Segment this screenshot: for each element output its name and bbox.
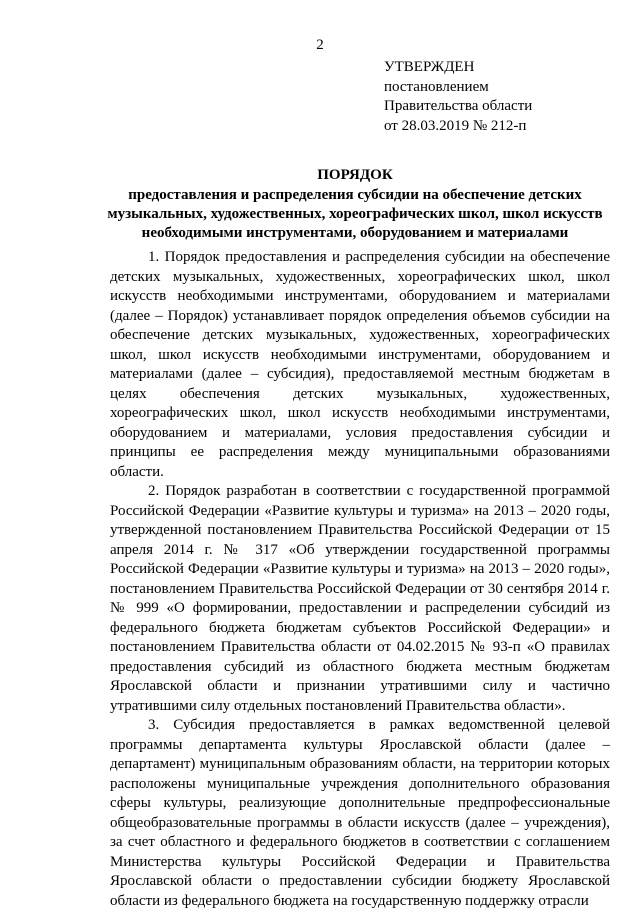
approval-stamp [384, 58, 532, 136]
document-subtitle: предоставления и распределения субсидии на обеспечение детских музыкальных, художественных, хореографических школ, школ искусств необходимыми инструментами, оборудованием и материалами [107, 187, 603, 241]
approval-line-2: постановлением [384, 78, 489, 95]
paragraph-3: 3. Субсидия предоставляется в рамках ведомственной целевой программы департамента культуры Ярославской области (далее – департамент) муниципальным образованиям области, на территории которых расположены муниципальные учреждения дополнительного образования сферы культуры, реализующие дополнительные предпрофессиональные общеобразовательные программы в области искусств (далее – учреждения), за счет областного и федерального бюджетов в соответствии с соглашением Министерства культуры Российской Федерации и Правительства Ярославской области о предоставлении субсидии бюджету Ярославской области из федерального бюджета на государственную поддержку отрасли [110, 717, 610, 909]
paragraph-2: 2. Порядок разработан в соответствии с государственной программой Российской Федерации «Развитие культуры и туризма» на 2013 – 2020 годы, утвержденной постановлением Правительства Российской Федерации от 15 апреля 2014 г. № 317 «Об утверждении государственной программы Российской Федерации «Развитие культуры и туризма» на 2013 – 2020 годы», постановлением Правительства Российской Федерации от 30 сентября 2014 г. № 999 «О формировании, предоставлении и распределении субсидий из федерального бюджета бюджетам субъектов Российской Федерации» и постановлением Правительства области от 04.02.2015 № 93-п «О правилах предоставления субсидий из областного бюджета местным бюджетам Ярославской области и признании утратившими силу и частично утратившими силу отдельных постановлений Правительства области». [110, 483, 610, 714]
approval-line-1: УТВЕРЖДЕН [384, 59, 475, 75]
document-body [110, 248, 610, 911]
document-heading [100, 166, 610, 243]
document-title: ПОРЯДОК [317, 167, 393, 183]
approval-line-4: от 28.03.2019 № 212-п [384, 117, 527, 134]
page-number: 2 [316, 37, 324, 53]
approval-line-3: Правительства области [384, 98, 533, 114]
paragraph-1: 1. Порядок предоставления и распределения субсидии на обеспечение детских музыкальных, художественных, хореографических школ, школ искусств необходимыми инструментами, оборудованием и материалами (далее – Порядок) устанавливает порядок определения объемов субсидии на обеспечение детских музыкальных, художественных, хореографических школ, школ искусств необходимыми инструментами, оборудованием и материалами (далее – субсидия), предоставляемой местным бюджетам в целях обеспечения детских музыкальных, художественных, хореографических школ, школ искусств необходимыми инструментами, оборудованием и материалами, условия предоставления субсидии и принципы ее распределения между муниципальными образованиями области. [110, 249, 610, 480]
